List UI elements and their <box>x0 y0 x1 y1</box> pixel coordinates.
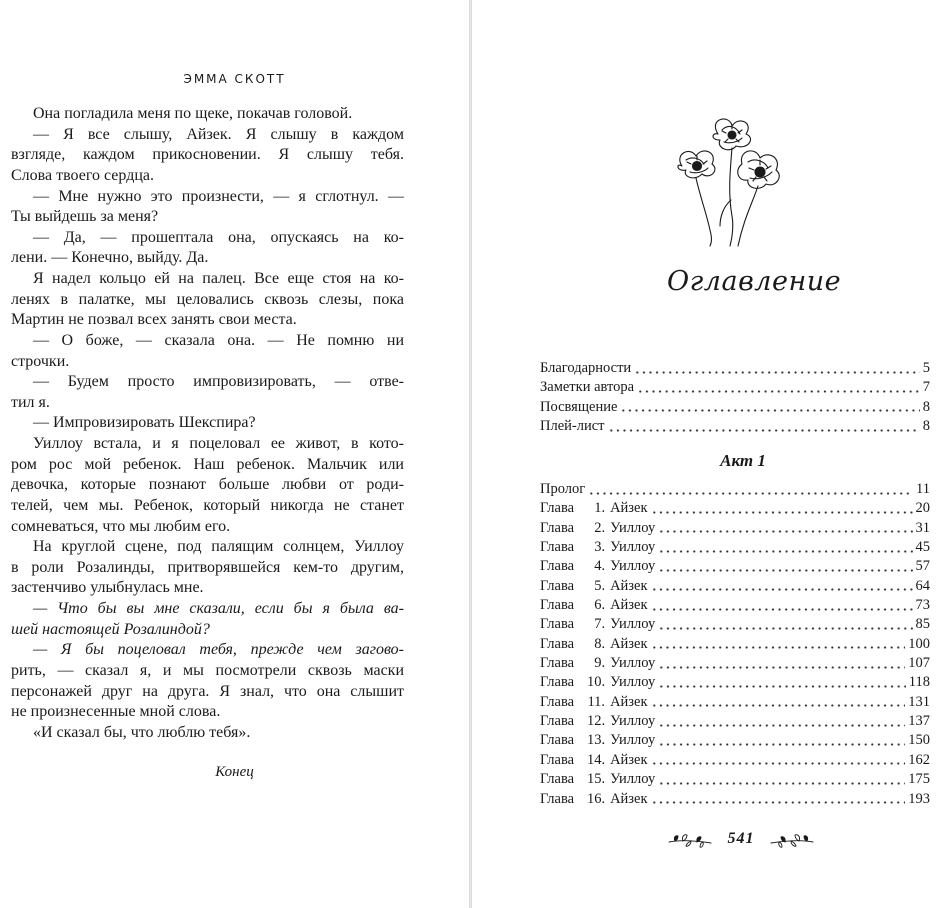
toc-entry-page: 20 <box>915 500 930 517</box>
dot-leader <box>620 409 919 412</box>
dot-leader <box>658 666 905 669</box>
toc-front-matter <box>540 359 930 436</box>
running-head: ЭММА СКОТТ <box>183 72 286 86</box>
text-line: рить, — сказал я, и мы посмотрели сквозь маски <box>11 661 404 679</box>
toc-row <box>540 519 930 538</box>
chapter-narrator: Айзек <box>610 751 648 768</box>
sprig-icon <box>667 832 713 850</box>
chapter-label: Глава <box>540 597 575 614</box>
dot-leader <box>658 569 912 572</box>
text-line: — Я бы поцеловал тебя, прежде чем загово- <box>33 641 404 659</box>
toc-row <box>540 596 930 615</box>
chapter-narrator: Уиллоу <box>610 558 656 575</box>
toc-entry-page: 193 <box>908 790 930 807</box>
dot-leader <box>658 724 905 727</box>
toc-entry-page: 73 <box>915 597 930 614</box>
dot-leader <box>658 782 905 785</box>
toc-row <box>540 538 930 557</box>
toc-entry-page: 107 <box>908 655 930 672</box>
text-line: тил я. <box>11 393 50 411</box>
toc-row <box>540 378 930 397</box>
dot-leader <box>637 390 920 393</box>
dot-leader <box>651 608 913 611</box>
toc-entry-page: 8 <box>922 418 930 435</box>
toc-row <box>540 417 930 436</box>
text-line: Уиллоу встала, и я поцеловал ее живот, в кото- <box>33 435 404 452</box>
text-line: сомневаться, что мы любим его. <box>11 517 231 535</box>
chapter-narrator: Айзек <box>610 693 648 710</box>
chapter-number: 14. <box>586 751 606 768</box>
text-line: — Что бы вы мне сказали, если бы я была ва- <box>33 600 404 617</box>
toc-row-prologue <box>540 480 930 499</box>
text-line: взгляде, каждом прикосновении. Я слышу тебя. <box>11 146 404 164</box>
text-line: Я надел кольцо ей на палец. Все еще стоя на ко- <box>33 270 404 287</box>
text-line: ром рос мой ребенок. Наш ребенок. Мальчик или <box>11 455 404 473</box>
toc-entry-title: Посвящение <box>540 398 618 415</box>
toc-row <box>540 751 930 770</box>
dot-leader <box>651 801 906 804</box>
toc-entry-page: 85 <box>915 616 930 633</box>
toc-entry-page: 45 <box>915 539 930 556</box>
chapter-label: Глава <box>540 655 575 672</box>
text-line: ленях в палатке, мы целовались сквозь слезы, пока <box>11 290 404 308</box>
chapter-label: Глава <box>540 790 575 807</box>
chapter-number: 8. <box>594 635 606 652</box>
toc-row <box>540 790 930 809</box>
text-line: лени. — Конечно, выйду. Да. <box>11 249 209 267</box>
chapter-number: 10. <box>586 674 606 691</box>
dot-leader <box>651 588 913 591</box>
ending-word: Конец <box>215 764 254 780</box>
chapter-narrator: Уиллоу <box>610 674 656 691</box>
toc-entry-page: 137 <box>908 713 930 730</box>
chapter-number: 11. <box>587 693 606 710</box>
toc-row <box>540 693 930 712</box>
body-text <box>11 104 404 743</box>
dot-leader <box>658 530 912 533</box>
toc-row <box>540 615 930 634</box>
chapter-number: 5. <box>594 577 606 594</box>
chapter-label: Глава <box>540 616 575 633</box>
toc-entry-page: 150 <box>908 732 930 749</box>
chapter-number: 15. <box>586 771 606 788</box>
chapter-narrator: Айзек <box>610 635 648 652</box>
chapter-label: Глава <box>540 674 575 691</box>
chapter-label: Глава <box>540 500 575 517</box>
dot-leader <box>634 371 920 374</box>
chapter-number: 4. <box>594 558 606 575</box>
toc-entry-page: 64 <box>915 577 930 594</box>
chapter-number: 6. <box>594 597 606 614</box>
dot-leader <box>588 492 913 495</box>
toc-entry-title: Благодарности <box>540 360 632 376</box>
chapter-label: Глава <box>540 771 575 788</box>
dot-leader <box>658 550 912 553</box>
text-line: не произнесенные мной слова. <box>11 703 221 721</box>
dot-leader <box>651 646 906 649</box>
poppy-flowers-icon <box>672 112 802 248</box>
toc-entry-page: 7 <box>922 379 930 396</box>
toc-entry-title: Пролог <box>540 481 586 497</box>
chapter-number: 13. <box>586 732 606 749</box>
dot-leader <box>651 511 913 514</box>
chapter-number: 7. <box>594 616 606 633</box>
text-line: телей, чем мы. Ребенок, который никогда не станет <box>11 496 404 514</box>
toc-chapters <box>540 480 930 809</box>
toc-entry-title: Плей-лист <box>540 418 605 435</box>
dot-leader <box>658 743 905 746</box>
chapter-label: Глава <box>540 732 575 749</box>
chapter-narrator: Уиллоу <box>610 713 656 730</box>
text-line: девочка, которые познают больше любви от роди- <box>11 476 404 494</box>
text-line: — Я все слышу, Айзек. Я слышу в каждом <box>33 125 404 143</box>
chapter-number: 12. <box>586 713 606 730</box>
toc-row <box>540 731 930 750</box>
toc-entry-page: 175 <box>908 771 930 788</box>
toc-row <box>540 398 930 417</box>
chapter-label: Глава <box>540 519 575 536</box>
dot-leader <box>608 429 920 432</box>
toc-entry-page: 8 <box>922 398 930 415</box>
text-line: шей настоящей Розалиндой? <box>11 620 210 638</box>
chapter-number: 2. <box>594 519 606 536</box>
chapter-narrator: Уиллоу <box>610 771 656 788</box>
text-line: Мартин не позвал всех занять свои места. <box>11 311 297 329</box>
chapter-label: Глава <box>540 558 575 575</box>
page-folio <box>667 826 815 856</box>
text-line: Слова твоего сердца. <box>11 166 154 184</box>
chapter-narrator: Уиллоу <box>610 732 656 749</box>
dot-leader <box>651 704 906 707</box>
toc-row <box>540 557 930 576</box>
chapter-narrator: Айзек <box>610 790 648 807</box>
toc-row <box>540 499 930 518</box>
chapter-number: 16. <box>586 790 606 807</box>
text-line: строчки. <box>11 352 70 370</box>
text-line: — Будем просто импровизировать, — отве- <box>33 373 404 391</box>
chapter-narrator: Уиллоу <box>610 539 656 556</box>
chapter-number: 1. <box>594 500 606 517</box>
text-line: — Да, — прошептала она, опускаясь на ко- <box>33 228 404 246</box>
toc-entry-page: 100 <box>908 635 930 652</box>
chapter-label: Глава <box>540 539 575 556</box>
toc-entry-page: 131 <box>908 693 930 710</box>
chapter-narrator: Уиллоу <box>610 616 656 633</box>
toc-row <box>540 654 930 673</box>
text-line: застенчиво улыбнулась мне. <box>11 579 204 597</box>
toc-row <box>540 635 930 654</box>
toc-entry-page: 57 <box>915 558 930 575</box>
text-line: Она погладила меня по щеке, покачав головой. <box>33 105 353 122</box>
toc-row <box>540 712 930 731</box>
right-page <box>472 0 937 908</box>
toc-entry-page: 5 <box>922 360 930 376</box>
text-line: — Импровизировать Шекспира? <box>33 414 256 432</box>
act-heading: Акт 1 <box>720 451 766 470</box>
chapter-narrator: Уиллоу <box>610 655 656 672</box>
chapter-number: 9. <box>594 655 606 672</box>
toc-entry-page: 162 <box>908 751 930 768</box>
toc-entry-page: 11 <box>916 481 930 497</box>
text-line: — Мне нужно это произнести, — я сглотнул. — <box>33 187 404 205</box>
chapter-label: Глава <box>540 751 575 768</box>
toc-entry-page: 118 <box>908 674 930 691</box>
chapter-number: 3. <box>594 539 606 556</box>
text-line: На круглой сцене, под палящим солнцем, Уиллоу <box>33 538 404 556</box>
toc-row <box>540 577 930 596</box>
text-line: — О боже, — сказала она. — Не помню ни <box>33 331 404 349</box>
chapter-label: Глава <box>540 693 575 710</box>
dot-leader <box>651 762 906 765</box>
text-line: Ты выйдешь за меня? <box>11 208 159 226</box>
toc-row <box>540 673 930 692</box>
toc-entry-page: 31 <box>915 519 930 536</box>
chapter-label: Глава <box>540 713 575 730</box>
page-number: 541 <box>727 830 755 847</box>
chapter-narrator: Айзек <box>610 577 648 594</box>
toc-row <box>540 359 930 378</box>
sprig-icon <box>769 832 815 850</box>
dot-leader <box>658 627 912 630</box>
chapter-label: Глава <box>540 635 575 652</box>
toc-entry-title: Заметки автора <box>540 379 635 396</box>
chapter-narrator: Уиллоу <box>610 519 656 536</box>
chapter-narrator: Айзек <box>610 500 648 517</box>
text-line: «И сказал бы, что люблю тебя». <box>33 723 251 741</box>
chapter-label: Глава <box>540 577 575 594</box>
chapter-narrator: Айзек <box>610 597 648 614</box>
dot-leader <box>658 685 906 688</box>
toc-title: Оглавление <box>667 266 842 297</box>
text-line: персонажей друг на друга. Я знал, что она слышит <box>11 682 404 700</box>
text-line: в роли Розалинды, притворявшейся кем-то другим, <box>11 558 404 576</box>
toc-row <box>540 770 930 789</box>
